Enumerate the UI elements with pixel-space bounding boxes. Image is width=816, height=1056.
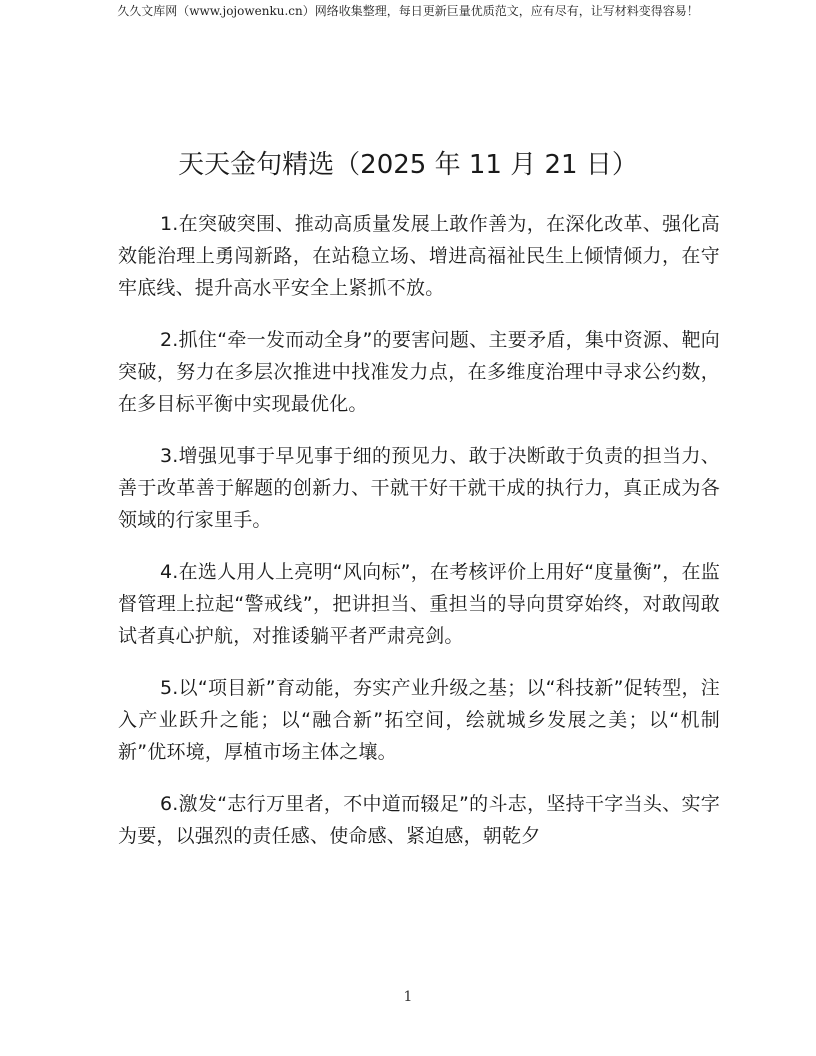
page-header: 久久文库网（www.jojowenku.cn）网络收集整理，每日更新巨量优质范文，应有尽有，让写材料变得容易！ <box>117 4 699 18</box>
paragraph-5: 5.以“项目新”育动能，夯实产业升级之基；以“科技新”促转型，注入产业跃升之能；以“融合新”拓空间，绘就城乡发展之美；以“机制新”优环境，厚植市场主体之壤。 <box>118 677 720 763</box>
paragraph-4: 4.在选人用人上亮明“风向标”，在考核评价上用好“度量衡”，在监督管理上拉起“警戒线”，把讲担当、重担当的导向贯穿始终，对敢闯敢试者真心护航，对推诿躺平者严肃亮剑。 <box>118 561 720 647</box>
paragraph-3: 3.增强见事于早见事于细的预见力、敢于决断敢于负责的担当力、善于改革善于解题的创新力、干就干好干就干成的执行力，真正成为各领域的行家里手。 <box>118 445 720 531</box>
paragraph-1: 1.在突破突围、推动高质量发展上敢作善为，在深化改革、强化高效能治理上勇闯新路，在站稳立场、增进高福祉民生上倾情倾力，在守牢底线、提升高水平安全上紧抓不放。 <box>118 213 720 299</box>
document-body <box>118 208 720 872</box>
paragraph-6: 6.激发“志行万里者，不中道而辍足”的斗志，坚持干字当头、实字为要，以强烈的责任感、使命感、紧迫感，朝乾夕 <box>118 793 720 847</box>
page-number: 1 <box>403 989 413 1005</box>
paragraph-2: 2.抓住“牵一发而动全身”的要害问题、主要矛盾，集中资源、靶向突破，努力在多层次推进中找准发力点，在多维度治理中寻求公约数，在多目标平衡中实现最优化。 <box>118 329 720 415</box>
document-title: 天天金句精选（2025 年 11 月 21 日） <box>178 150 638 180</box>
